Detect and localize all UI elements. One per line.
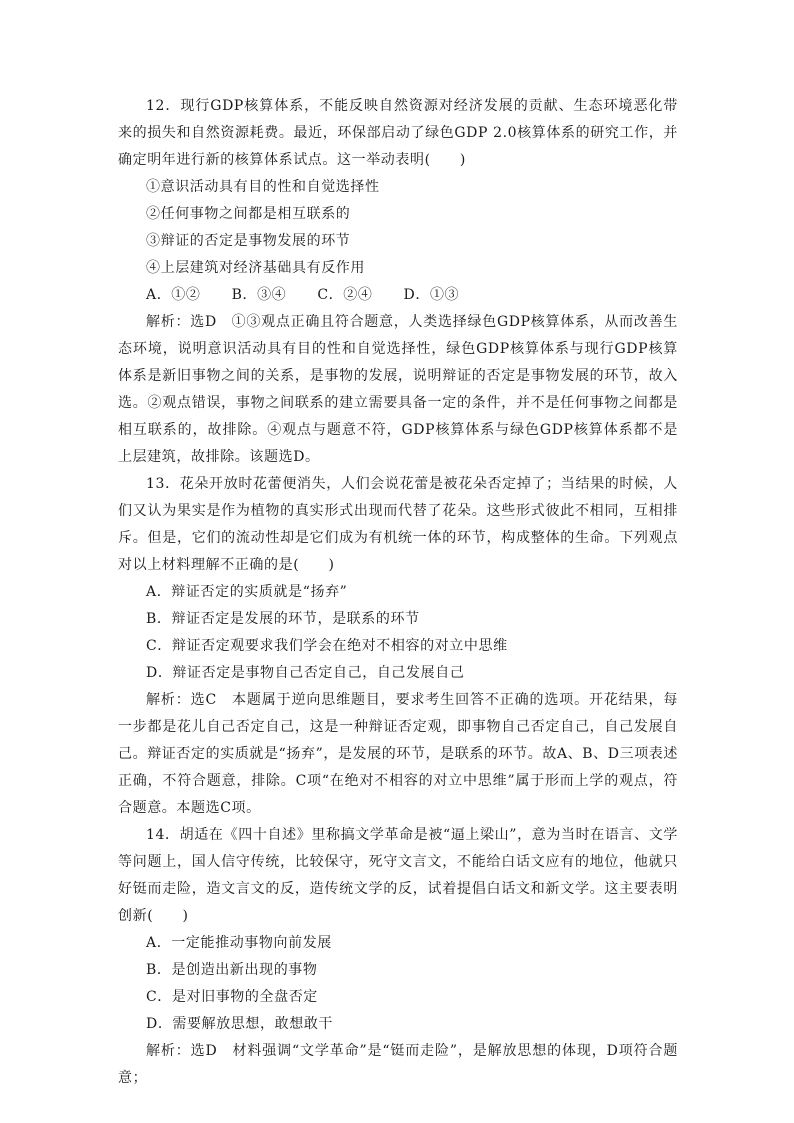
question-13-option-b: B．辩证否定是发展的环节，是联系的环节 bbox=[146, 611, 420, 627]
question-14-stem: 14．胡适在《四十自述》里称搞文学革命是被“逼上梁山”，意为当时在语言、文学等问题上，国人信守传统，比较保守，死守文言文，不能给白话文应有的地位，他就只好铤而走险，造文言文的反，造传统文学的反，试着提倡白话文和新文学。这主要表明创新( ) bbox=[118, 827, 678, 924]
question-14-option-d: D．需要解放思想，敢想敢干 bbox=[146, 1016, 334, 1032]
question-12-item-3: ③辩证的否定是事物发展的环节 bbox=[146, 233, 351, 249]
question-13-stem: 13．花朵开放时花蕾便消失，人们会说花蕾是被花朵否定掉了；当结果的时候，人们又认为果实是作为植物的真实形式出现而代替了花朵。这些形式彼此不相同，互相排斥。但是，它们的流动性却是它们成为有机统一体的环节，构成整体的生命。下列观点对以上材料理解不正确的是( ) bbox=[118, 476, 678, 573]
question-12-item-2: ②任何事物之间都是相互联系的 bbox=[146, 206, 351, 222]
question-13-option-a: A．辩证否定的实质就是“扬弃” bbox=[146, 584, 348, 600]
document-page bbox=[118, 93, 678, 1092]
question-14-option-b: B．是创造出新出现的事物 bbox=[146, 962, 318, 978]
question-13-analysis: 解析：选C 本题属于逆向思维题目，要求考生回答不正确的选项。开花结果，每一步都是花儿自己否定自己，这是一种辩证否定观，即事物自己否定自己，自己发展自己。辩证否定的实质就是“扬弃”，是发展的环节，是联系的环节。故A、B、D三项表述正确，不符合题意，排除。C项“在绝对不相容的对立中思维”属于形而上学的观点，符合题意。本题选C项。 bbox=[118, 692, 678, 816]
question-14-analysis: 解析：选D 材料强调“文学革命”是“铤而走险”，是解放思想的体现，D项符合题意； bbox=[118, 1043, 678, 1086]
question-12-choices bbox=[118, 282, 678, 309]
question-14-option-c: C．是对旧事物的全盘否定 bbox=[146, 989, 318, 1005]
question-12-choice-a: A．①② bbox=[146, 287, 201, 303]
question-12-choice-d: D．①③ bbox=[403, 287, 460, 303]
question-13-option-d: D．辩证否定是事物自己否定自己，自己发展自己 bbox=[146, 665, 465, 681]
question-12-item-4: ④上层建筑对经济基础具有反作用 bbox=[146, 260, 365, 276]
question-12-choice-b: B．③④ bbox=[231, 287, 287, 303]
question-12-choice-c: C．②④ bbox=[317, 287, 373, 303]
question-14-option-a: A．一定能推动事物向前发展 bbox=[146, 935, 332, 951]
question-12-analysis: 解析：选D ①③观点正确且符合题意，人类选择绿色GDP核算体系，从而改善生态环境，说明意识活动具有目的性和自觉选择性，绿色GDP核算体系与现行GDP核算体系是新旧事物之间的关系，是事物的发展，说明辩证的否定是事物发展的环节，故入选。②观点错误，事物之间联系的建立需要具备一定的条件，并不是任何事物之间都是相互联系的，故排除。④观点与题意不符，GDP核算体系与绿色GDP核算体系都不是上层建筑，故排除。该题选D。 bbox=[118, 314, 678, 465]
question-12-item-1: ①意识活动具有目的性和自觉选择性 bbox=[146, 179, 380, 195]
question-12-stem: 12．现行GDP核算体系，不能反映自然资源对经济发展的贡献、生态环境恶化带来的损失和自然资源耗费。最近，环保部启动了绿色GDP 2.0核算体系的研究工作，并确定明年进行新的核算体系试点。这一举动表明( ) bbox=[118, 98, 678, 168]
question-13-option-c: C．辩证否定观要求我们学会在绝对不相容的对立中思维 bbox=[146, 638, 508, 654]
